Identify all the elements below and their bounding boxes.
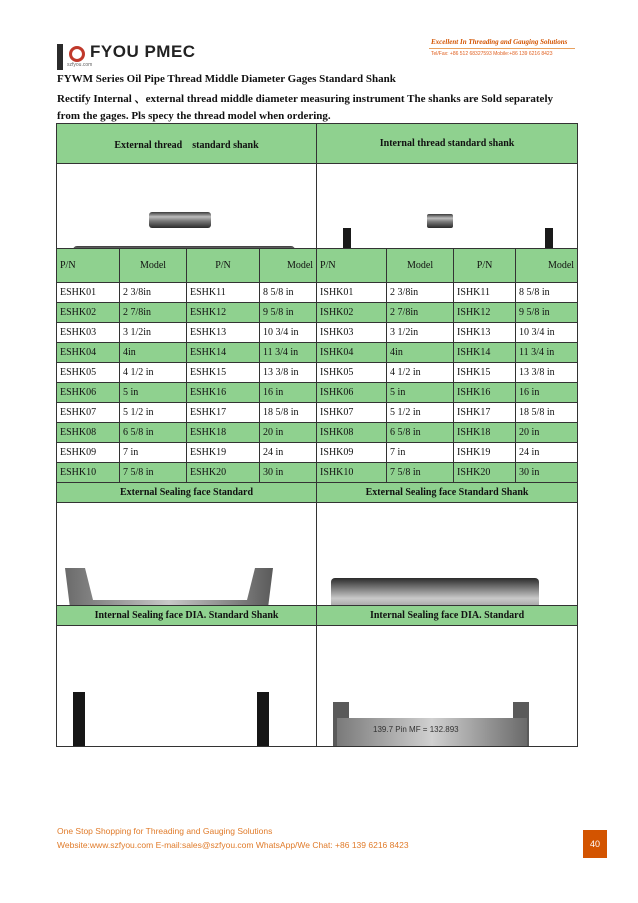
table-cell: 2 7/8in [120, 303, 187, 323]
table-cell: ISHK16 [454, 383, 516, 403]
logo-subtext: szfyou.com [67, 62, 93, 68]
table-cell: 2 3/8in [120, 283, 187, 303]
table-cell: 20 in [260, 423, 317, 443]
col-header: Model [516, 249, 578, 283]
table-cell: 24 in [260, 443, 317, 463]
table-row [57, 443, 578, 463]
logo-text: FYOU PMEC [90, 42, 196, 61]
table-cell: 5 1/2 in [387, 403, 454, 423]
table-cell: 11 3/4 in [516, 343, 578, 363]
external-shank-illustration [57, 206, 317, 249]
table-cell: 8 5/8 in [260, 283, 317, 303]
table-row [57, 343, 578, 363]
table-cell: ESHK13 [187, 323, 260, 343]
spec-table [56, 123, 578, 747]
table-row [57, 323, 578, 343]
table-cell: ISHK12 [454, 303, 516, 323]
internal-shank-image [317, 164, 578, 249]
table-cell: ISHK17 [454, 403, 516, 423]
table-cell: 18 5/8 in [516, 403, 578, 423]
col-header: Model [260, 249, 317, 283]
table-body [57, 283, 578, 483]
footer-contact: Website:www.szfyou.com E-mail:sales@szfyou.com WhatsApp/We Chat: +86 139 6216 8423 [57, 840, 409, 850]
table-cell: ESHK14 [187, 343, 260, 363]
table-cell: 18 5/8 in [260, 403, 317, 423]
col-header: Model [120, 249, 187, 283]
table-cell: 4in [387, 343, 454, 363]
table-cell: ISHK13 [454, 323, 516, 343]
table-cell: ESHK04 [57, 343, 120, 363]
col-header: P/N [57, 249, 120, 283]
int-block-illustration [317, 686, 577, 747]
section-header: Internal Sealing face DIA. Standard Shank [57, 606, 317, 626]
table-cell: 10 3/4 in [516, 323, 578, 343]
engraved-text: 139.7 Pin MF = 132.893 [373, 725, 459, 734]
table-cell: 8 5/8 in [516, 283, 578, 303]
external-shank-header: External thread standard shank [57, 124, 317, 164]
page-description: Rectify Internal 、external thread middle diameter measuring instrument The shanks are Sold separately from the gages. Pls specy the thread model when ordering. [57, 93, 553, 122]
table-cell: ISHK08 [317, 423, 387, 443]
footer-tagline: One Stop Shopping for Threading and Gauging Solutions [57, 826, 273, 836]
table-cell: 4 1/2 in [387, 363, 454, 383]
table-cell: 30 in [260, 463, 317, 483]
col-header: P/N [454, 249, 516, 283]
section-header: External Sealing face Standard Shank [317, 483, 578, 503]
table-cell: ISHK19 [454, 443, 516, 463]
table-cell: 9 5/8 in [516, 303, 578, 323]
table-cell: ESHK16 [187, 383, 260, 403]
table-row [57, 303, 578, 323]
table-cell: ESHK03 [57, 323, 120, 343]
table-cell: ESHK20 [187, 463, 260, 483]
table-cell: ESHK17 [187, 403, 260, 423]
section-header: Internal Sealing face DIA. Standard [317, 606, 578, 626]
ext-sealing-standard-image [57, 503, 317, 606]
table-cell: 11 3/4 in [260, 343, 317, 363]
table-row [57, 463, 578, 483]
page-number: 40 [583, 830, 607, 858]
table-cell: ESHK01 [57, 283, 120, 303]
internal-shank-illustration [317, 206, 577, 249]
table-cell: ESHK05 [57, 363, 120, 383]
table-cell: 3 1/2in [387, 323, 454, 343]
table-cell: ISHK14 [454, 343, 516, 363]
table-cell: ESHK10 [57, 463, 120, 483]
table-cell: ISHK10 [317, 463, 387, 483]
table-cell: 7 in [120, 443, 187, 463]
table-cell: 10 3/4 in [260, 323, 317, 343]
table-cell: ESHK18 [187, 423, 260, 443]
table-cell: ISHK20 [454, 463, 516, 483]
table-cell: ISHK18 [454, 423, 516, 443]
table-row [57, 403, 578, 423]
table-cell: 20 in [516, 423, 578, 443]
table-row [57, 423, 578, 443]
table-cell: ESHK09 [57, 443, 120, 463]
external-shank-image [57, 164, 317, 249]
table-cell: 6 5/8 in [120, 423, 187, 443]
table-row [57, 283, 578, 303]
col-header: P/N [187, 249, 260, 283]
table-cell: ESHK15 [187, 363, 260, 383]
col-header: P/N [317, 249, 387, 283]
table-cell: 9 5/8 in [260, 303, 317, 323]
table-cell: 16 in [516, 383, 578, 403]
table-cell: ESHK06 [57, 383, 120, 403]
slogan-box [429, 38, 575, 68]
table-cell: 5 in [387, 383, 454, 403]
table-cell: ISHK07 [317, 403, 387, 423]
table-cell: ISHK06 [317, 383, 387, 403]
table-cell: 2 7/8in [387, 303, 454, 323]
int-sealing-standard-image [317, 626, 578, 747]
table-cell: ESHK08 [57, 423, 120, 443]
column-header-row [57, 249, 578, 283]
table-cell: ESHK11 [187, 283, 260, 303]
table-cell: 3 1/2in [120, 323, 187, 343]
page-header [57, 38, 575, 70]
slogan-divider [429, 48, 575, 49]
table-cell: ISHK04 [317, 343, 387, 363]
table-row [57, 363, 578, 383]
table-cell: 16 in [260, 383, 317, 403]
table-cell: 7 5/8 in [387, 463, 454, 483]
table-cell: 13 3/8 in [260, 363, 317, 383]
table-cell: ESHK07 [57, 403, 120, 423]
sealing-shank-illustration [317, 554, 577, 606]
table-cell: ISHK11 [454, 283, 516, 303]
table-cell: 7 in [387, 443, 454, 463]
table-cell: ISHK01 [317, 283, 387, 303]
table-cell: 4in [120, 343, 187, 363]
logo-bar [57, 44, 63, 70]
table-cell: 5 1/2 in [120, 403, 187, 423]
table-cell: ISHK03 [317, 323, 387, 343]
table-cell: 24 in [516, 443, 578, 463]
slogan-text: Excellent In Threading and Gauging Solutions [431, 38, 568, 46]
table-cell: 30 in [516, 463, 578, 483]
section-header: External Sealing face Standard [57, 483, 317, 503]
table-cell: 13 3/8 in [516, 363, 578, 383]
int-shank-illustration [57, 686, 317, 747]
table-cell: ESHK12 [187, 303, 260, 323]
table-cell: ISHK05 [317, 363, 387, 383]
logo-icon [69, 46, 85, 62]
page-title: FYWM Series Oil Pipe Thread Middle Diameter Gages Standard Shank [57, 73, 396, 85]
col-header: Model [387, 249, 454, 283]
table-cell: ISHK15 [454, 363, 516, 383]
table-cell: ISHK02 [317, 303, 387, 323]
table-cell: ESHK19 [187, 443, 260, 463]
table-cell: 6 5/8 in [387, 423, 454, 443]
internal-shank-header: Internal thread standard shank [317, 124, 578, 164]
int-sealing-shank-image [57, 626, 317, 747]
table-row [57, 383, 578, 403]
ext-sealing-shank-image [317, 503, 578, 606]
table-cell: 2 3/8in [387, 283, 454, 303]
sealing-block-illustration [57, 554, 317, 606]
table-cell: 7 5/8 in [120, 463, 187, 483]
table-cell: 5 in [120, 383, 187, 403]
table-cell: 4 1/2 in [120, 363, 187, 383]
table-cell: ESHK02 [57, 303, 120, 323]
table-cell: ISHK09 [317, 443, 387, 463]
contact-text: Tel/Fax: +86 512 68327593 Mobile:+86 139 6216 8423 [431, 51, 553, 57]
